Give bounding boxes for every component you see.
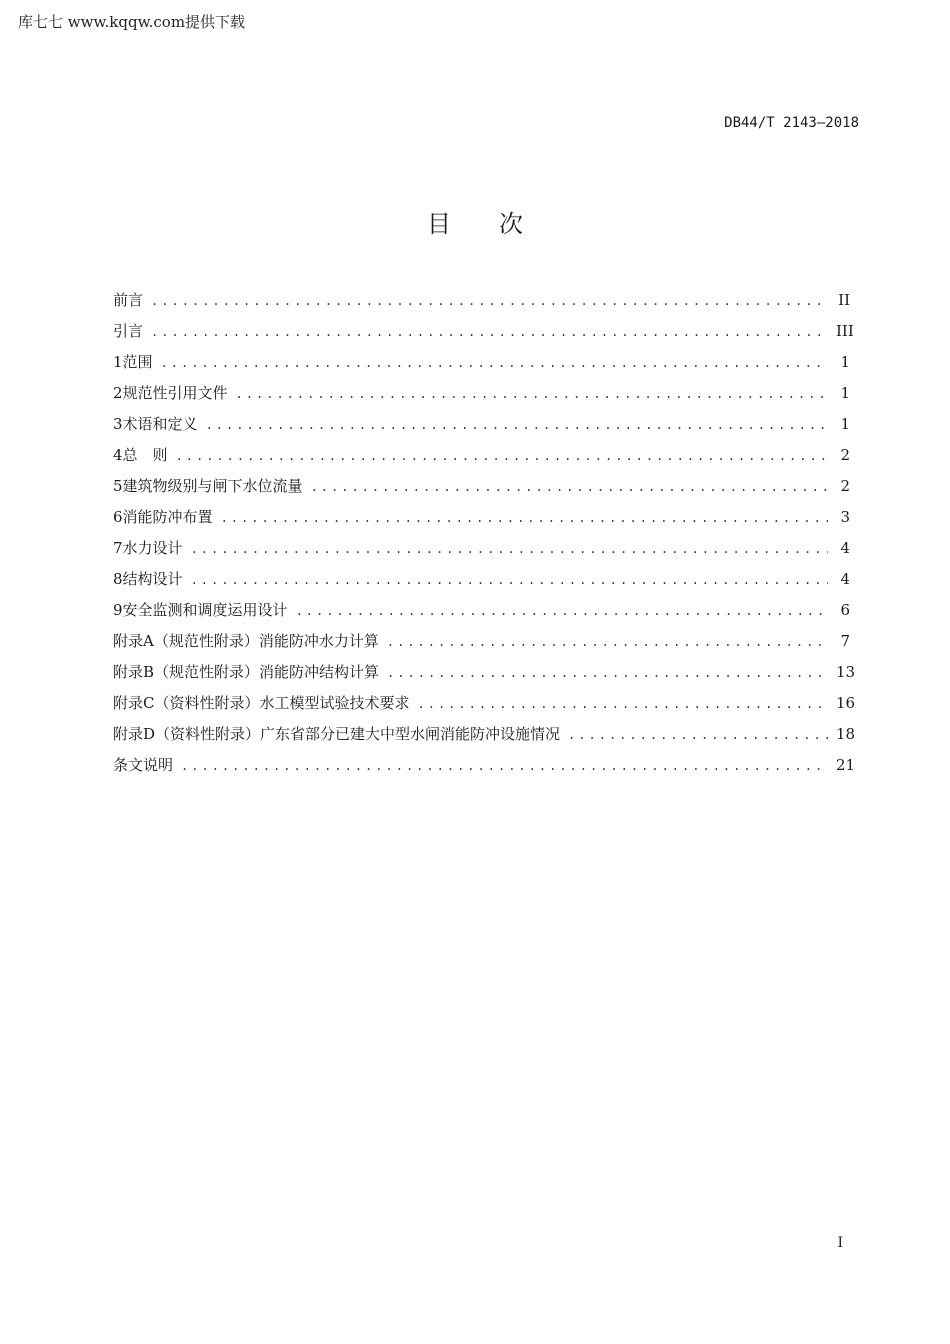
toc-entry-page: 2: [840, 477, 850, 495]
toc-leader-dots: [151, 286, 828, 317]
toc-entry-label: 消能防冲布置: [122, 508, 213, 526]
toc-entry-page: 2: [840, 446, 850, 464]
toc-entry-appendix-b[interactable]: [113, 657, 856, 688]
table-of-contents: [113, 285, 856, 781]
toc-entry-terms-definitions[interactable]: [113, 409, 850, 440]
toc-entry-number: 6: [113, 508, 123, 526]
toc-entry-appendix-a[interactable]: [113, 626, 850, 657]
toc-entry-appendix-d[interactable]: [113, 719, 856, 750]
toc-entry-number: 1: [113, 353, 123, 371]
toc-entry-label: 结构设计: [122, 570, 183, 588]
toc-entry-general[interactable]: [113, 440, 850, 471]
toc-appendix-label: 附录B（规范性附录）: [113, 663, 260, 681]
toc-entry-explanation[interactable]: [113, 750, 856, 781]
toc-entry-label: 消能防冲水力计算: [258, 632, 379, 650]
toc-leader-dots: [181, 751, 828, 782]
toc-entry-label: 总 则: [122, 446, 168, 464]
toc-entry-page: 6: [840, 601, 850, 619]
toc-leader-dots: [221, 503, 828, 534]
toc-entry-label: 消能防冲结构计算: [259, 663, 380, 681]
toc-leader-dots: [387, 627, 828, 658]
watermark-text: 库七七 www.kqqw.com提供下载: [18, 13, 246, 31]
toc-entry-building-grade[interactable]: [113, 471, 850, 502]
toc-leader-dots: [311, 472, 828, 503]
toc-entry-page: 18: [836, 725, 856, 743]
toc-entry-label: 建筑物级别与闸下水位流量: [122, 477, 303, 495]
toc-appendix-label: 附录D（资料性附录）: [113, 725, 261, 743]
toc-entry-structural-design[interactable]: [113, 564, 850, 595]
toc-entry-number: 3: [113, 415, 123, 433]
toc-leader-dots: [151, 317, 828, 348]
toc-entry-label: 范围: [122, 353, 153, 371]
toc-entry-number: 2: [113, 384, 123, 402]
toc-entry-label: 规范性引用文件: [122, 384, 228, 402]
toc-entry-label: 广东省部分已建大中型水闸消能防冲设施情况: [260, 725, 561, 743]
toc-entry-label: 术语和定义: [122, 415, 198, 433]
toc-entry-scope[interactable]: [113, 347, 850, 378]
toc-entry-appendix-c[interactable]: [113, 688, 856, 719]
toc-entry-page: 21: [836, 756, 856, 774]
toc-leader-dots: [191, 534, 828, 565]
document-code: DB44/T 2143—2018: [724, 115, 859, 131]
toc-entry-page: 3: [840, 508, 850, 526]
toc-entry-page: 4: [840, 539, 850, 557]
toc-entry-label: 条文说明: [113, 756, 174, 774]
toc-entry-page: 1: [840, 384, 850, 402]
toc-leader-dots: [568, 720, 828, 751]
toc-entry-page: 16: [836, 694, 856, 712]
toc-entry-number: 4: [113, 446, 123, 464]
toc-entry-normative-references[interactable]: [113, 378, 850, 409]
toc-leader-dots: [418, 689, 829, 720]
page-number: I: [837, 1235, 843, 1251]
toc-entry-label: 引言: [113, 322, 144, 340]
toc-leader-dots: [236, 379, 828, 410]
toc-entry-number: 9: [113, 601, 123, 619]
toc-leader-dots: [296, 596, 828, 627]
page-title: 目次: [427, 210, 571, 238]
toc-entry-page: III: [836, 322, 854, 340]
toc-entry-introduction[interactable]: [113, 316, 854, 347]
toc-entry-foreword[interactable]: [113, 285, 850, 316]
toc-leader-dots: [387, 658, 828, 689]
toc-entry-label: 安全监测和调度运用设计: [122, 601, 288, 619]
toc-entry-safety-monitoring[interactable]: [113, 595, 850, 626]
toc-entry-page: 4: [840, 570, 850, 588]
toc-entry-page: 1: [840, 353, 850, 371]
toc-leader-dots: [176, 441, 828, 472]
toc-entry-number: 7: [113, 539, 123, 557]
toc-entry-number: 8: [113, 570, 123, 588]
toc-entry-page: 7: [840, 632, 850, 650]
toc-appendix-label: 附录C（资料性附录）: [113, 694, 260, 712]
toc-leader-dots: [191, 565, 828, 596]
toc-entry-page: 13: [836, 663, 856, 681]
toc-entry-label: 水工模型试验技术要求: [259, 694, 410, 712]
toc-entry-page: II: [838, 291, 850, 309]
toc-entry-label: 水力设计: [122, 539, 183, 557]
toc-leader-dots: [161, 348, 828, 379]
toc-entry-energy-dissipation-layout[interactable]: [113, 502, 850, 533]
toc-entry-hydraulic-design[interactable]: [113, 533, 850, 564]
toc-appendix-label: 附录A（规范性附录）: [113, 632, 259, 650]
toc-leader-dots: [206, 410, 828, 441]
toc-entry-number: 5: [113, 477, 123, 495]
toc-entry-label: 前言: [113, 291, 144, 309]
toc-entry-page: 1: [840, 415, 850, 433]
